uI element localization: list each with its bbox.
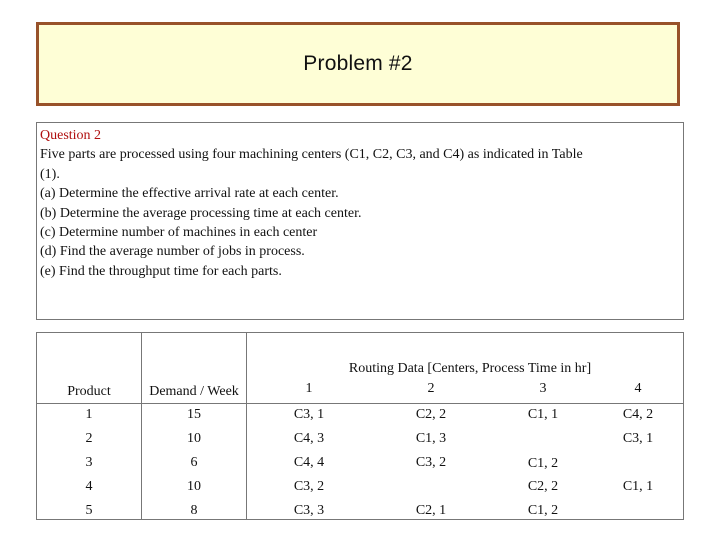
cell-product: 4 bbox=[85, 479, 93, 494]
cell-demand: 8 bbox=[190, 503, 198, 518]
cell-route-2: C1, 3 bbox=[415, 431, 447, 446]
header-col-2: 2 bbox=[427, 381, 435, 396]
cell-route-3: C1, 2 bbox=[527, 456, 559, 471]
column-divider bbox=[141, 333, 142, 519]
header-demand: Demand / Week bbox=[149, 384, 239, 399]
question-line: (d) Find the average number of jobs in process. bbox=[40, 244, 305, 260]
question-panel bbox=[36, 122, 684, 320]
cell-route-2: C2, 1 bbox=[415, 503, 447, 518]
question-line: (b) Determine the average processing time at each center. bbox=[40, 205, 362, 221]
cell-route-1: C4, 4 bbox=[293, 455, 325, 470]
header-col-3: 3 bbox=[539, 381, 547, 396]
header-product: Product bbox=[67, 384, 111, 399]
question-line: (1). bbox=[40, 166, 60, 182]
column-divider bbox=[246, 333, 247, 519]
cell-route-3: C1, 1 bbox=[527, 407, 559, 422]
cell-demand: 15 bbox=[187, 407, 201, 422]
question-line: (a) Determine the effective arrival rate at each center. bbox=[40, 186, 339, 202]
cell-route-1: C3, 3 bbox=[293, 503, 325, 518]
cell-product: 2 bbox=[85, 431, 93, 446]
cell-route-3: C2, 2 bbox=[527, 479, 559, 494]
page-title: Problem #2 bbox=[303, 52, 413, 75]
question-heading: Question 2 bbox=[40, 128, 102, 143]
cell-product: 3 bbox=[85, 455, 93, 470]
cell-route-2: C3, 2 bbox=[415, 455, 447, 470]
cell-route-4: C3, 1 bbox=[622, 431, 654, 446]
title-banner bbox=[36, 22, 680, 106]
cell-route-1: C3, 2 bbox=[293, 479, 325, 494]
cell-demand: 10 bbox=[187, 431, 201, 446]
question-line: (e) Find the throughput time for each parts. bbox=[40, 263, 282, 279]
routing-header: Routing Data [Centers, Process Time in hr] bbox=[348, 361, 592, 376]
cell-route-4: C1, 1 bbox=[622, 479, 654, 494]
cell-product: 1 bbox=[85, 407, 93, 422]
header-divider bbox=[37, 403, 683, 404]
cell-demand: 6 bbox=[190, 455, 198, 470]
header-col-4: 4 bbox=[634, 381, 642, 396]
cell-route-2: C2, 2 bbox=[415, 407, 447, 422]
routing-table bbox=[36, 332, 684, 520]
cell-route-4: C4, 2 bbox=[622, 407, 654, 422]
header-col-1: 1 bbox=[305, 381, 313, 396]
cell-product: 5 bbox=[85, 503, 93, 518]
question-line: Five parts are processed using four machining centers (C1, C2, C3, and C4) as indicated in Table bbox=[40, 147, 583, 163]
question-line: (c) Determine number of machines in each center bbox=[40, 225, 318, 241]
cell-route-1: C4, 3 bbox=[293, 431, 325, 446]
cell-route-3: C1, 2 bbox=[527, 503, 559, 518]
cell-demand: 10 bbox=[187, 479, 201, 494]
cell-route-1: C3, 1 bbox=[293, 407, 325, 422]
